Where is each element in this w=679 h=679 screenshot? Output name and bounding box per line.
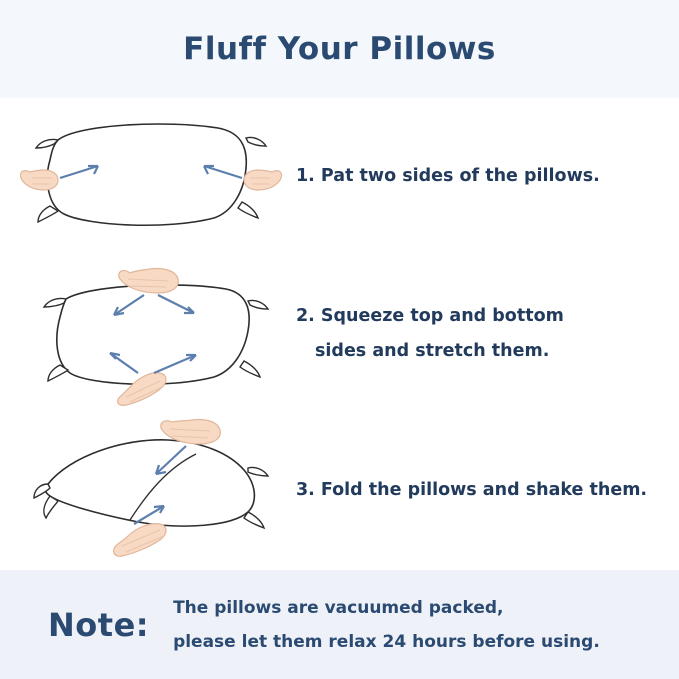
pillow-corner-left-lower: [44, 496, 58, 518]
pillow-outline: [45, 440, 254, 526]
note-line-1: The pillows are vacuumed packed,: [173, 597, 504, 618]
pillow-corner-left-bottom: [38, 206, 58, 222]
pillow-corner-right-bottom: [238, 202, 258, 218]
step-1-line-1: 1. Pat two sides of the pillows.: [296, 166, 600, 187]
step-2-line-2: sides and stretch them.: [315, 340, 550, 361]
pillow-corner-right-top: [248, 300, 268, 309]
pillow-outline: [47, 124, 246, 225]
pillow-squeeze-top-bottom-illustration: [18, 255, 286, 412]
pillow-corner-right-lower: [244, 512, 264, 528]
pillow-corner-left-bottom: [48, 365, 68, 381]
hand-bottom-icon: [114, 524, 166, 557]
step-3-row: [0, 412, 679, 569]
page-title: Fluff Your Pillows: [183, 31, 496, 67]
note-text: [173, 591, 600, 659]
step-3-line-1: 3. Fold the pillows and shake them.: [296, 480, 648, 501]
hand-left-icon: [20, 170, 58, 190]
note-line-2: please let them relax 24 hours before using.: [173, 631, 600, 652]
note-banner: [0, 570, 679, 679]
steps-container: [0, 98, 679, 570]
pillow-fold-and-shake-illustration: [18, 412, 286, 569]
step-3-caption: [296, 412, 666, 569]
pillow-corner-right-top: [246, 137, 266, 146]
step-1-row: [0, 98, 679, 255]
step-2-row: [0, 255, 679, 412]
note-label: Note:: [48, 605, 150, 644]
pillow-pat-two-sides-illustration: [18, 98, 286, 255]
pillow-corner-right: [248, 467, 268, 476]
hand-right-icon: [244, 170, 282, 190]
header-banner: [0, 0, 679, 98]
pillow-corner-right-bottom: [240, 361, 260, 377]
pillow-outline: [57, 285, 249, 384]
step-2-caption: [296, 255, 666, 412]
step-2-line-1: 2. Squeeze top and bottom: [296, 306, 564, 327]
step-1-caption: [296, 98, 666, 255]
